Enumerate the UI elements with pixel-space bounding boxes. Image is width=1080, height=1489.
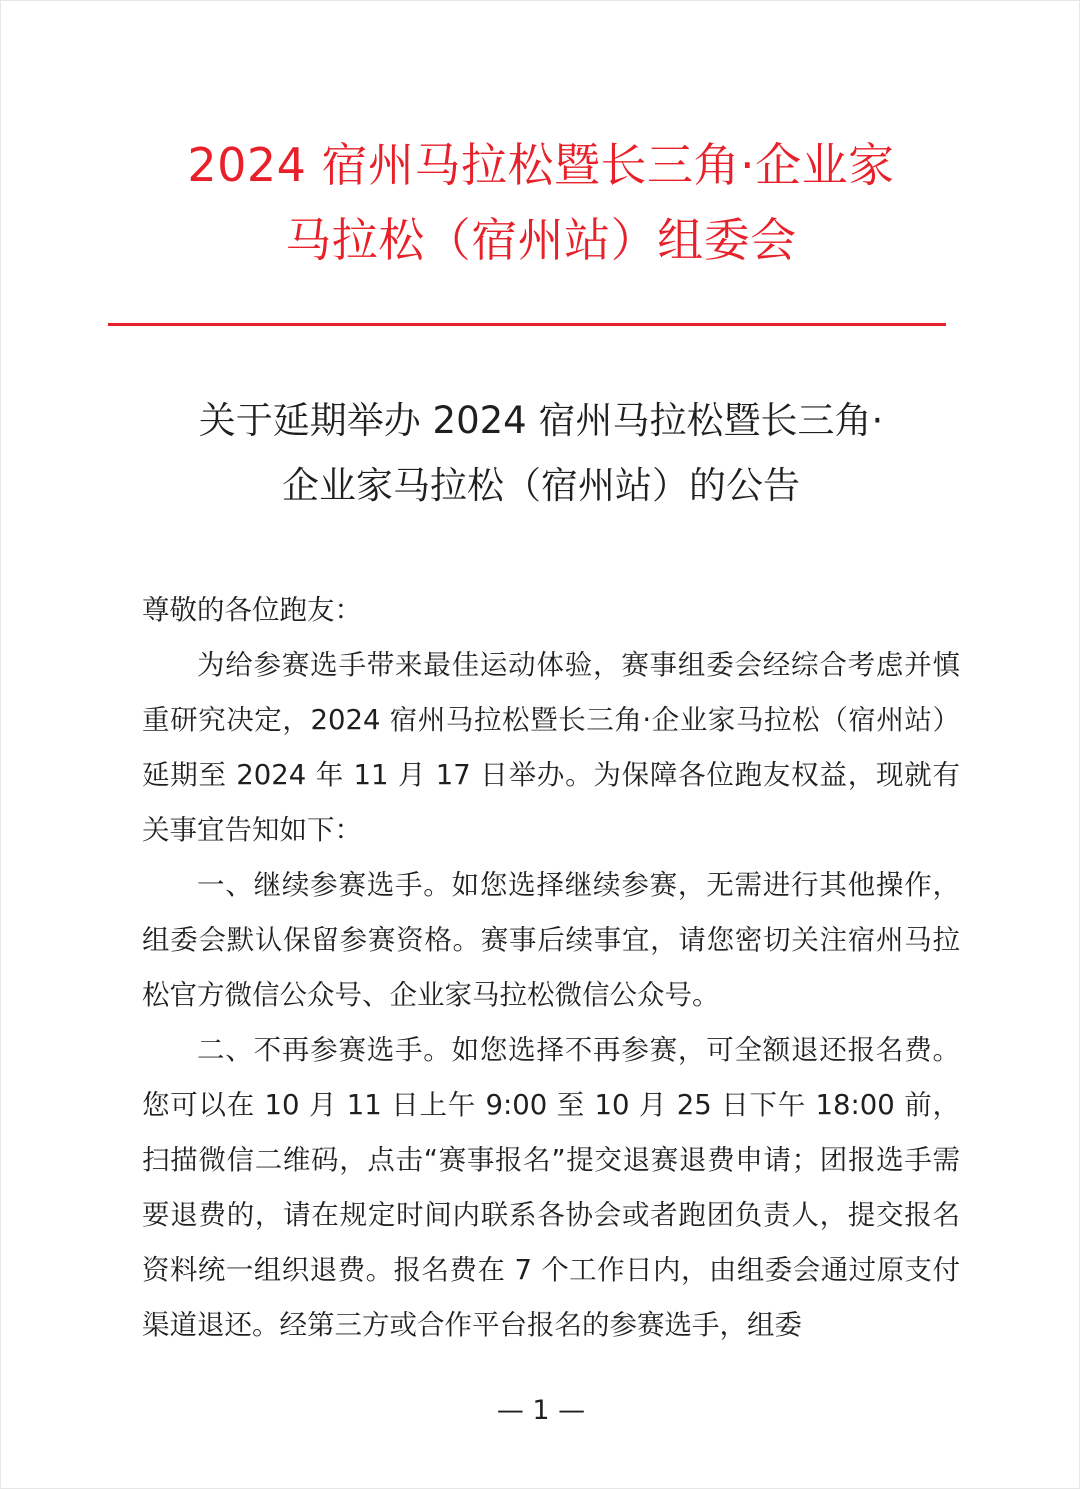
notice-title-line-2: 企业家马拉松（宿州站）的公告 [282,464,800,507]
organizer-title-line-1: 2024 宿州马拉松暨长三角·企业家 [187,138,895,192]
organizer-title-line-2: 马拉松（宿州站）组委会 [285,213,797,267]
page-number: — 1 — [496,1395,586,1426]
notice-body [142,583,960,1353]
body-paragraph-withdraw-refund: 二、不再参赛选手。如您选择不再参赛，可全额退还报名费。您可以在 10 月 11 日上午 9:00 至 10 月 25 日下午 18:00 前，扫描微信二维码，点击“赛事报名”提交退赛退费申请；团报选手需要退费的，请在规定时间内联系各协会或者跑团负责人，提交报名资料统一组织退费。报名费在 7 个工作日内，由组委会通过原支付渠道退还。经第三方或合作平台报名的参赛选手，组委 [142,1034,960,1341]
body-paragraph-intro: 为给参赛选手带来最佳运动体验，赛事组委会经综合考虑并慎重研究决定，2024 宿州马拉松暨长三角·企业家马拉松（宿州站）延期至 2024 年 11 月 17 日举办。为保障各位跑友权益，现就有关事宜告知如下： [142,649,960,846]
notice-title-line-1: 关于延期举办 2024 宿州马拉松暨长三角· [198,399,884,442]
red-header-divider [108,323,946,326]
body-paragraph-continue-racing: 一、继续参赛选手。如您选择继续参赛，无需进行其他操作，组委会默认保留参赛资格。赛事后续事宜，请您密切关注宿州马拉松官方微信公众号、企业家马拉松微信公众号。 [142,869,960,1011]
salutation: 尊敬的各位跑友： [142,594,362,626]
